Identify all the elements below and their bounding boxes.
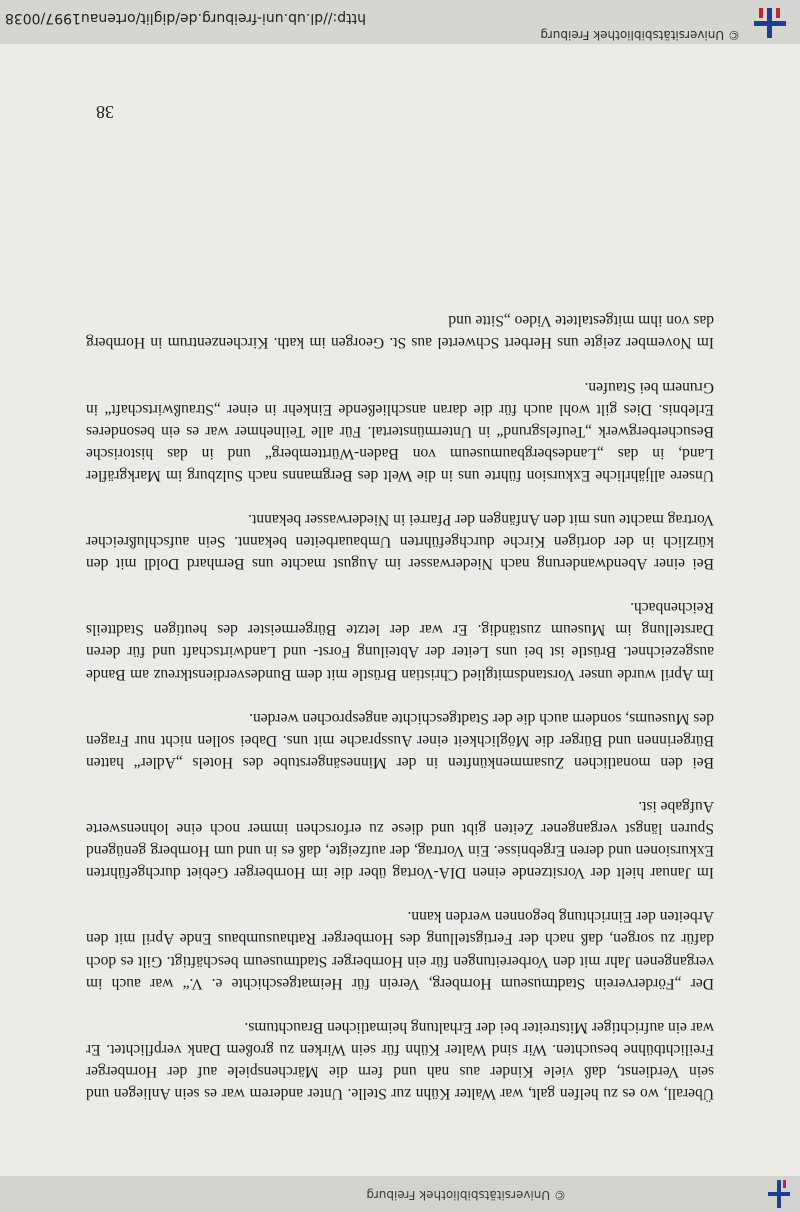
paragraph: Bei einer Abendwanderung nach Niederwasser im August machte uns Bernhard Doldl mit den kürzlich in der dortigen Kirche durchgeführten Umbauarbeiten bekannt. Sein aufschlußreicher Vortrag machte uns mit den Anfängen der Pfarrei in Niederwasser bekannt. (86, 511, 714, 573)
paragraph: Der „Förderverein Stadtmuseum Hornberg, Verein für Heimatgeschichte e. V.“ war auch im vergangenen Jahr mit den Vorbereitungen für ein Hornberger Stadtmuseum beschäftigt. Gilt es doch dafür zu sorgen, daß nach der Fertigstellung des Hornberger Rathausumbaus Ende April mit den Arbeiten der Einrichtung begonnen werden kann. (86, 908, 714, 992)
source-url-link[interactable]: http://dl.ub.uni-freiburg.de/diglit/ortenau1997/0038 (4, 10, 366, 26)
paragraph: Überall, wo es zu helfen galt, war Walter Kühn zur Stelle. Unter anderem war es sein Anliegen und sein Verdienst, daß viele Kinder aus nah und fern die Märchenspiele auf der Hornberger Freilichtbühne besuchten. Wir sind Walter Kühn für sein Wirken zu großem Dank verpflichtet. Er war ein aufrichtiger Mitstreiter bei der Erhaltung heimatlichen Brauchtums. (86, 1018, 714, 1102)
paragraph: Im Januar hielt der Vorsitzende einen DIA-Vortag über die im Hornberger Gebiet durchgeführten Exkursionen und deren Ergebnisse. Ein Vortrag, der aufzeigte, daß es in und um Hornberg genügend Spuren längst vergangener Zeiten gibt und diese zu erforschen immer noch eine lohnenswerte Aufgabe ist. (86, 797, 714, 882)
page-number: 38 (96, 102, 114, 122)
paragraph: Unsere alljährliche Exkursion führte uns in die Welt des Bergmanns nach Sulzburg im Markgräfler Land, in das „Landesbergbaumuseum von Baden-Württemberg“ und in das historische Besucherbergwerk „Teufelsgrund“ in Untermünstertal. Für alle Teilnehmer war es ein besonderes Erlebnis. Dies gilt wohl auch für die daran anschließende Einkehr in einer „Straußwirtschaft“ in Grunern bei Staufen. (86, 378, 714, 484)
library-logo-icon (764, 1180, 794, 1208)
library-stamp-bar (0, 1176, 800, 1212)
library-logo-icon (746, 8, 794, 38)
document-page (86, 309, 714, 1104)
paragraph: Im November zeigte uns Herbert Schwertel aus St. Georgen im kath. Kirchenzentrum in Hornberg das von ihm mitgestaltete Video „Sitte und (86, 312, 714, 352)
stamp-copyright: © Universitätsbibliothek Freiburg (366, 1188, 566, 1202)
paragraph: Im April wurde unser Vorstandsmitglied Christian Brüstle mit dem Bundesverdienstkreuz am Bande ausgezeichnet. Brüstle ist bei uns Leiter der Abteilung Forst- und Landwirtschaft und für deren Darstellung im Museum zuständig. Er war der letzte Bürgermeister des heutigen Stadtteils Reichenbach. (86, 599, 714, 683)
footer-bar (0, 0, 800, 44)
paragraph: Bei den monatlichen Zusammenkünften in der Minnesängerstube des Hotels „Adler“ hatten Bürgerinnen und Bürger die Möglichkeit einer Aussprache mit uns. Dabei sollen nicht nur Fragen des Museums, sondern auch die der Stadtgeschichte angesprochen werden. (86, 709, 714, 771)
footer-copyright: © Universitätsbibliothek Freiburg (540, 28, 740, 42)
